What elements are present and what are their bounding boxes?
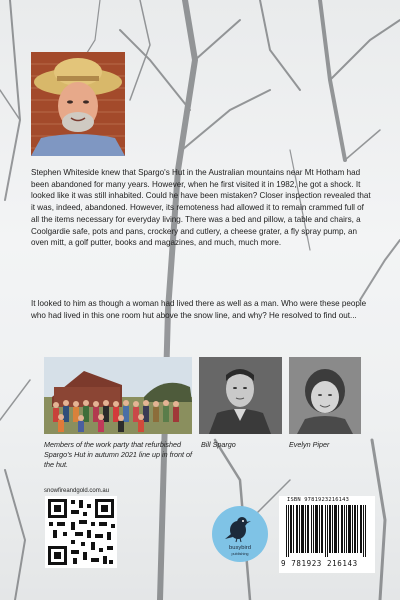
isbn-digits: 9 781923 216143 bbox=[281, 559, 358, 568]
barcode-graphic bbox=[286, 505, 368, 557]
isbn-label: ISBN 9781923216143 bbox=[287, 497, 350, 503]
busybird-publisher-logo bbox=[211, 505, 269, 563]
website-url: snowfireandgold.com.au bbox=[44, 488, 110, 494]
bill-spargo-caption: Bill Spargo bbox=[201, 440, 236, 449]
work-party-caption: Members of the work party that refurbished Spargo's Hut in autumn 2021 line up in front of the hut. bbox=[44, 440, 193, 469]
author-photo bbox=[31, 52, 125, 156]
bill-spargo-photo bbox=[199, 357, 282, 434]
blurb-paragraph-1: Stephen Whiteside knew that Spargo's Hut in the Australian mountains near Mt Hotham had been abandoned for many years. However, when he first visited it in 1982, he got a shock. It looked like it was still inhabited. Could he have been mistaken? Closer inspection revealed that it was, indeed, abandoned. However, its remoteness had allowed it to remain crammed full of all the items necessary for everyday living. There was a bed and pillow, a table and chairs, a Coolgardie safe, pots and pans, crockery and cutlery, a cheese grater, a fly spray pump, an oven mitt, a golf putter, books and magazines, and much, much more. bbox=[31, 168, 371, 248]
blurb-paragraph-2: It looked to him as though a woman had lived there as well as a man. Who were these people who had lived in this one room hut above the snow line, and why? He resolved to find out... bbox=[31, 299, 367, 320]
svg-text:busybird: busybird bbox=[229, 545, 251, 551]
qr-code[interactable] bbox=[45, 496, 117, 568]
work-party-photo bbox=[44, 357, 192, 434]
svg-text:publishing: publishing bbox=[231, 552, 249, 556]
evelyn-piper-photo bbox=[289, 357, 361, 434]
evelyn-piper-caption: Evelyn Piper bbox=[289, 440, 330, 449]
